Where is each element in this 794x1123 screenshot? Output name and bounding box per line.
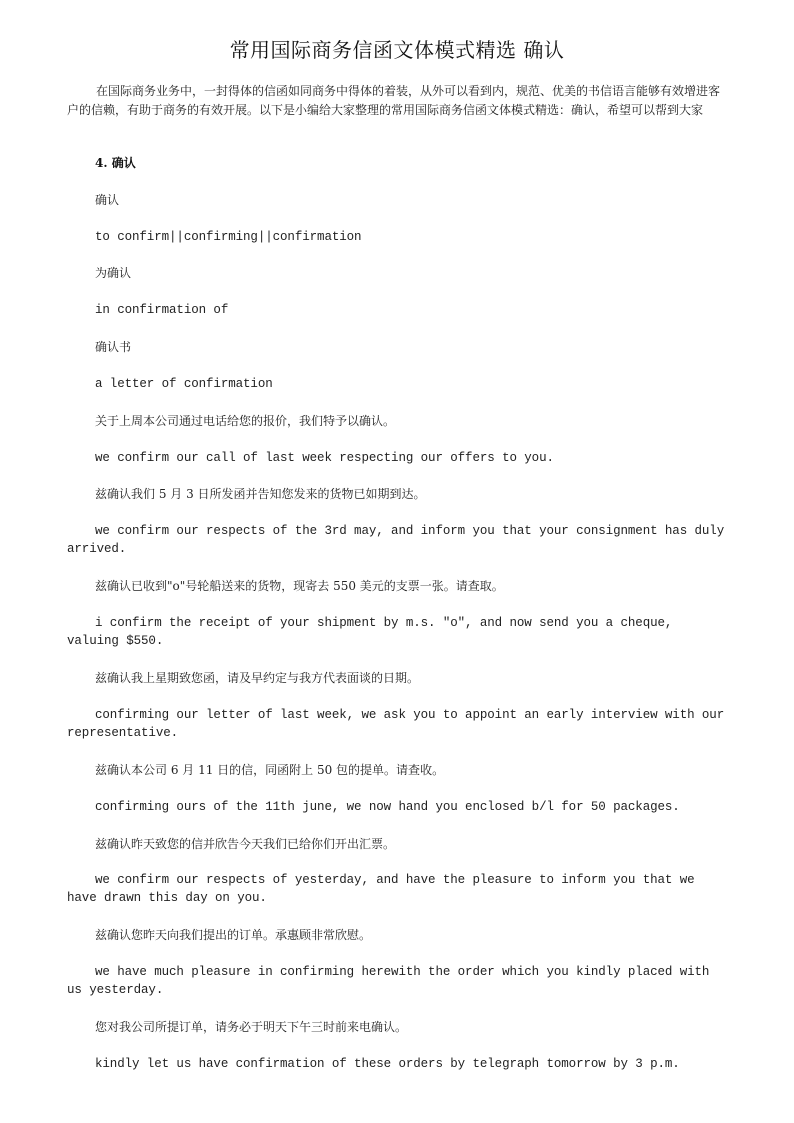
phrase-line: we confirm our respects of the 3rd may, and inform you that your consignment has duly arrived. [67,524,725,556]
phrase-line: 确认书 [95,340,132,354]
phrase-line: 兹确认我们 5 月 3 日所发函并告知您发来的货物已如期到达。 [95,487,426,501]
phrase-line: we have much pleasure in confirming herewith the order which you kindly placed with us yesterday. [67,965,710,997]
intro-paragraph: 在国际商务业务中，一封得体的信函如同商务中得体的着装，从外可以看到内，规范、优美的书信语言能够有效增进客户的信赖，有助于商务的有效开展。以下是小编给大家整理的常用国际商务信函文体模式精选：确认，希望可以帮到大家 [67,84,721,117]
phrase-line: 关于上周本公司通过电话给您的报价，我们特予以确认。 [95,414,396,428]
phrase-line: in confirmation of [95,303,229,317]
phrase-line: kindly let us have confirmation of these orders by telegraph tomorrow by 3 p.m. [95,1057,680,1071]
phrase-line: we confirm our call of last week respecting our offers to you. [95,451,554,465]
phrase-line: i confirm the receipt of your shipment by m.s. "o", and now send you a cheque, valuing $550. [67,616,673,648]
phrase-line: 确认 [95,193,120,207]
phrase-line: 兹确认您昨天向我们提出的订单。承惠顾非常欣慰。 [95,928,372,942]
phrase-line: we confirm our respects of yesterday, and have the pleasure to inform you that we have drawn this day on you. [67,873,695,905]
phrase-line: confirming our letter of last week, we ask you to appoint an early interview with our representative. [67,708,725,740]
phrase-line: 兹确认已收到"o"号轮船送来的货物，现寄去 550 美元的支票一张。请查取。 [95,579,504,593]
phrase-line: 兹确认本公司 6 月 11 日的信，同函附上 50 包的提单。请查收。 [95,763,445,777]
phrase-line: a letter of confirmation [95,377,273,391]
phrase-line: 为确认 [95,266,132,280]
phrase-line: 兹确认昨天致您的信并欣告今天我们已给你们开出汇票。 [95,837,396,851]
phrase-line: 您对我公司所提订单，请务必于明天下午三时前来电确认。 [95,1020,408,1034]
phrase-line: confirming ours of the 11th june, we now hand you enclosed b/l for 50 packages. [95,800,680,814]
phrase-line: 兹确认我上星期致您函，请及早约定与我方代表面谈的日期。 [95,671,420,685]
phrase-line: to confirm||confirming||confirmation [95,230,362,244]
page-title: 常用国际商务信函文体模式精选 确认 [229,38,565,62]
section-heading: 4. 确认 [95,156,136,170]
